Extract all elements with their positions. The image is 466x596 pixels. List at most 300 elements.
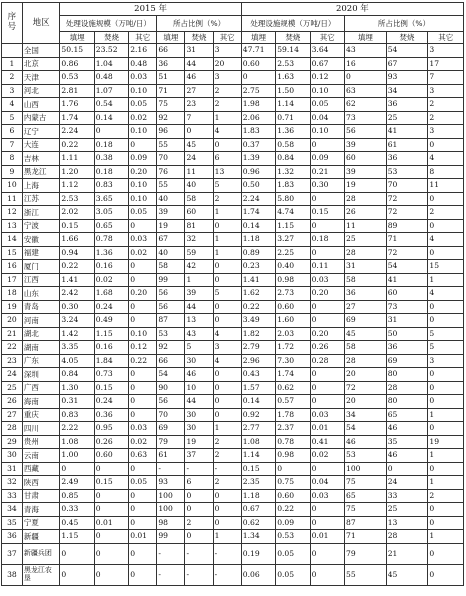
row-value-cell: 56 bbox=[157, 395, 185, 409]
row-value-cell: 1 bbox=[428, 273, 464, 287]
row-value-cell: 73 bbox=[345, 111, 387, 125]
row-value-cell: 1.14 bbox=[276, 98, 310, 112]
row-seq: 34 bbox=[2, 503, 23, 517]
row-value-cell: 0 bbox=[310, 314, 344, 328]
row-value-cell: 0.02 bbox=[129, 246, 157, 260]
table-row bbox=[2, 246, 464, 260]
row-value-cell: 0 bbox=[428, 395, 464, 409]
row-region: 内蒙古 bbox=[22, 111, 60, 125]
row-value-cell: 0.10 bbox=[310, 84, 344, 98]
row-value-cell: 0 bbox=[241, 71, 275, 85]
row-value-cell: 3.49 bbox=[241, 314, 275, 328]
row-seq: 13 bbox=[2, 219, 23, 233]
row-value-cell: 0.05 bbox=[129, 98, 157, 112]
row-value-cell: 0.09 bbox=[276, 516, 310, 530]
row-value-cell: 61 bbox=[386, 138, 428, 152]
row-value-cell: 54 bbox=[345, 422, 387, 436]
row-value-cell: 2.02 bbox=[60, 206, 94, 220]
row-value-cell: 2 bbox=[185, 516, 213, 530]
row-value-cell: 2.53 bbox=[276, 57, 310, 71]
row-value-cell: 0.19 bbox=[241, 543, 275, 564]
row-value-cell: 0.06 bbox=[241, 564, 275, 585]
row-value-cell: 72 bbox=[386, 246, 428, 260]
row-value-cell: 7.30 bbox=[276, 354, 310, 368]
row-value-cell: 1.12 bbox=[60, 179, 94, 193]
row-value-cell: 1.11 bbox=[60, 152, 94, 166]
row-value-cell: 0.05 bbox=[129, 476, 157, 490]
row-value-cell: 0.53 bbox=[276, 530, 310, 544]
row-seq: 11 bbox=[2, 192, 23, 206]
row-value-cell: 0.31 bbox=[60, 395, 94, 409]
row-value-cell: 3.65 bbox=[94, 192, 128, 206]
row-value-cell: 10 bbox=[185, 381, 213, 395]
row-value-cell: 0.62 bbox=[276, 381, 310, 395]
row-value-cell: 31 bbox=[386, 314, 428, 328]
row-value-cell: 2.24 bbox=[60, 125, 94, 139]
row-value-cell: 2.79 bbox=[241, 341, 275, 355]
row-value-cell: 37 bbox=[185, 449, 213, 463]
row-seq: 32 bbox=[2, 476, 23, 490]
row-value-cell: 1.32 bbox=[276, 165, 310, 179]
row-region: 安徽 bbox=[22, 233, 60, 247]
row-value-cell: 3.24 bbox=[60, 314, 94, 328]
row-value-cell: 96 bbox=[157, 125, 185, 139]
row-value-cell: 0 bbox=[310, 138, 344, 152]
row-value-cell: 56 bbox=[157, 287, 185, 301]
row-value-cell: 0 bbox=[428, 138, 464, 152]
row-value-cell: 19 bbox=[185, 435, 213, 449]
row-value-cell: 2.53 bbox=[60, 192, 94, 206]
row-value-cell: 24 bbox=[185, 152, 213, 166]
row-value-cell: 46 bbox=[185, 368, 213, 382]
row-value-cell: 0 bbox=[94, 489, 128, 503]
table-row bbox=[2, 327, 464, 341]
row-value-cell: 60 bbox=[185, 206, 213, 220]
row-region: 黑龙江农垦 bbox=[22, 564, 60, 585]
table-row bbox=[2, 341, 464, 355]
row-value-cell: 69 bbox=[157, 422, 185, 436]
row-value-cell: 46 bbox=[345, 435, 387, 449]
row-value-cell: 2.42 bbox=[60, 287, 94, 301]
row-value-cell: 1.30 bbox=[60, 381, 94, 395]
row-value-cell: 24 bbox=[386, 476, 428, 490]
row-value-cell: 3 bbox=[428, 354, 464, 368]
row-value-cell: 3.27 bbox=[276, 233, 310, 247]
row-seq: 37 bbox=[2, 543, 23, 564]
row-value-cell: 1.74 bbox=[60, 111, 94, 125]
row-value-cell: 39 bbox=[345, 165, 387, 179]
row-value-cell: 0.20 bbox=[310, 327, 344, 341]
row-value-cell: 43 bbox=[345, 44, 387, 58]
row-value-cell: 0 bbox=[310, 543, 344, 564]
row-value-cell: 0.15 bbox=[94, 476, 128, 490]
row-seq: 17 bbox=[2, 273, 23, 287]
row-value-cell: 11 bbox=[185, 165, 213, 179]
row-value-cell: 0.26 bbox=[310, 341, 344, 355]
row-region: 新疆兵团 bbox=[22, 543, 60, 564]
row-value-cell: 1.39 bbox=[241, 152, 275, 166]
table-row bbox=[2, 111, 464, 125]
row-value-cell: 2.35 bbox=[241, 476, 275, 490]
row-value-cell: 0 bbox=[310, 192, 344, 206]
row-value-cell: 0 bbox=[129, 314, 157, 328]
row-value-cell: 45 bbox=[185, 138, 213, 152]
row-value-cell: 1.82 bbox=[241, 327, 275, 341]
row-value-cell: 0 bbox=[60, 462, 94, 476]
row-seq: 12 bbox=[2, 206, 23, 220]
row-value-cell: 55 bbox=[157, 179, 185, 193]
row-value-cell: 28 bbox=[386, 381, 428, 395]
row-value-cell: 0 bbox=[94, 564, 128, 585]
row-region: 全国 bbox=[22, 44, 60, 58]
table-row bbox=[2, 138, 464, 152]
row-value-cell: - bbox=[213, 564, 241, 585]
table-row bbox=[2, 57, 464, 71]
row-value-cell: 0 bbox=[129, 462, 157, 476]
header-seq-label: 序 号 bbox=[7, 12, 17, 32]
row-value-cell: 0 bbox=[213, 503, 241, 517]
row-value-cell: 3 bbox=[428, 125, 464, 139]
row-value-cell: 0.09 bbox=[129, 152, 157, 166]
row-value-cell: 0 bbox=[213, 300, 241, 314]
row-value-cell: 0 bbox=[428, 192, 464, 206]
row-value-cell: 73 bbox=[386, 300, 428, 314]
row-value-cell: 33 bbox=[386, 489, 428, 503]
row-value-cell: 1.18 bbox=[241, 233, 275, 247]
row-value-cell: 69 bbox=[345, 314, 387, 328]
row-value-cell: 72 bbox=[345, 381, 387, 395]
row-value-cell: 2 bbox=[428, 111, 464, 125]
row-value-cell: 21 bbox=[386, 543, 428, 564]
row-seq: 8 bbox=[2, 152, 23, 166]
row-value-cell: 0.10 bbox=[129, 192, 157, 206]
row-seq: 22 bbox=[2, 341, 23, 355]
table-row bbox=[2, 125, 464, 139]
row-value-cell: 1.84 bbox=[94, 354, 128, 368]
row-value-cell: 55 bbox=[157, 138, 185, 152]
row-value-cell: 20 bbox=[213, 57, 241, 71]
row-region: 黑龙江 bbox=[22, 165, 60, 179]
subheader-cell: 焚烧 bbox=[276, 32, 310, 44]
row-value-cell: 5 bbox=[213, 179, 241, 193]
row-value-cell: 45 bbox=[386, 564, 428, 585]
row-value-cell: 0.84 bbox=[276, 152, 310, 166]
row-value-cell: 79 bbox=[157, 435, 185, 449]
row-value-cell: 1.72 bbox=[276, 341, 310, 355]
row-value-cell: 1.04 bbox=[94, 57, 128, 71]
row-value-cell: 40 bbox=[185, 179, 213, 193]
row-value-cell: 0.85 bbox=[60, 489, 94, 503]
row-value-cell: 100 bbox=[157, 503, 185, 517]
row-value-cell: 0.23 bbox=[241, 260, 275, 274]
row-value-cell: 0 bbox=[129, 516, 157, 530]
row-value-cell: 0 bbox=[129, 543, 157, 564]
row-value-cell: 0.37 bbox=[241, 138, 275, 152]
row-value-cell: 87 bbox=[345, 516, 387, 530]
row-region: 甘肃 bbox=[22, 489, 60, 503]
row-value-cell: 81 bbox=[185, 219, 213, 233]
row-value-cell: 50 bbox=[386, 327, 428, 341]
row-value-cell: 19 bbox=[345, 179, 387, 193]
row-value-cell: 0.36 bbox=[94, 408, 128, 422]
row-value-cell: 54 bbox=[157, 368, 185, 382]
row-value-cell: 0 bbox=[213, 260, 241, 274]
row-value-cell: 0.54 bbox=[94, 98, 128, 112]
row-value-cell: 0 bbox=[129, 273, 157, 287]
row-value-cell: 6 bbox=[213, 152, 241, 166]
row-value-cell: 2.96 bbox=[241, 354, 275, 368]
row-region: 重庆 bbox=[22, 408, 60, 422]
row-seq: 28 bbox=[2, 422, 23, 436]
row-value-cell: 0 bbox=[129, 260, 157, 274]
header-year-2015: 2015 年 bbox=[60, 3, 241, 16]
row-value-cell: 0 bbox=[213, 273, 241, 287]
header-region: 地区 bbox=[22, 3, 60, 44]
row-value-cell: 0 bbox=[310, 462, 344, 476]
row-value-cell: 0 bbox=[386, 462, 428, 476]
row-value-cell: 0 bbox=[310, 381, 344, 395]
row-value-cell: 32 bbox=[185, 233, 213, 247]
row-value-cell: 0.30 bbox=[60, 300, 94, 314]
row-value-cell: 36 bbox=[345, 287, 387, 301]
row-value-cell: 1.15 bbox=[94, 327, 128, 341]
row-value-cell: 1.68 bbox=[94, 287, 128, 301]
row-region: 广西 bbox=[22, 381, 60, 395]
row-value-cell: 0.03 bbox=[129, 71, 157, 85]
row-seq: 35 bbox=[2, 516, 23, 530]
row-value-cell: 89 bbox=[386, 219, 428, 233]
row-value-cell: 70 bbox=[157, 408, 185, 422]
row-value-cell: 1 bbox=[213, 233, 241, 247]
row-value-cell: 34 bbox=[386, 84, 428, 98]
row-value-cell: 2.16 bbox=[129, 44, 157, 58]
row-region: 四川 bbox=[22, 422, 60, 436]
row-region: 云南 bbox=[22, 449, 60, 463]
row-seq: 18 bbox=[2, 287, 23, 301]
row-value-cell: 80 bbox=[386, 368, 428, 382]
row-value-cell: 0 bbox=[310, 516, 344, 530]
row-value-cell: 0.02 bbox=[129, 111, 157, 125]
row-value-cell: 75 bbox=[345, 476, 387, 490]
row-value-cell: 0.05 bbox=[310, 98, 344, 112]
row-region: 大连 bbox=[22, 138, 60, 152]
row-value-cell: 56 bbox=[345, 125, 387, 139]
row-seq: 6 bbox=[2, 125, 23, 139]
row-value-cell: 17 bbox=[428, 57, 464, 71]
row-value-cell: 55 bbox=[345, 564, 387, 585]
row-value-cell: 0.05 bbox=[276, 564, 310, 585]
row-value-cell: 2.73 bbox=[276, 287, 310, 301]
row-value-cell: 0.71 bbox=[276, 111, 310, 125]
row-value-cell: 1.08 bbox=[241, 435, 275, 449]
row-region: 新疆 bbox=[22, 530, 60, 544]
row-value-cell: 69 bbox=[386, 354, 428, 368]
row-value-cell: 2.06 bbox=[241, 111, 275, 125]
subheader-cell: 其它 bbox=[428, 32, 464, 44]
row-value-cell: 0.73 bbox=[94, 368, 128, 382]
row-seq: 5 bbox=[2, 111, 23, 125]
row-region: 厦门 bbox=[22, 260, 60, 274]
row-value-cell: 7 bbox=[428, 71, 464, 85]
row-value-cell: 0 bbox=[310, 300, 344, 314]
row-value-cell: 0.12 bbox=[310, 71, 344, 85]
row-value-cell: 0.60 bbox=[276, 489, 310, 503]
row-value-cell: 0.78 bbox=[94, 233, 128, 247]
row-value-cell: 5 bbox=[185, 341, 213, 355]
row-value-cell: 0 bbox=[213, 395, 241, 409]
table-row bbox=[2, 381, 464, 395]
table-row bbox=[2, 273, 464, 287]
row-value-cell: 2 bbox=[213, 84, 241, 98]
subheader-cell: 焚烧 bbox=[94, 32, 128, 44]
table-body bbox=[2, 44, 464, 586]
row-value-cell: 0.09 bbox=[310, 152, 344, 166]
row-value-cell: 0 bbox=[428, 314, 464, 328]
row-value-cell: 44 bbox=[185, 57, 213, 71]
row-value-cell: 0 bbox=[428, 381, 464, 395]
row-value-cell: 4.05 bbox=[60, 354, 94, 368]
row-seq: 25 bbox=[2, 381, 23, 395]
row-value-cell: 0.83 bbox=[60, 408, 94, 422]
row-value-cell: 0.10 bbox=[129, 84, 157, 98]
row-value-cell: 0.12 bbox=[129, 341, 157, 355]
row-value-cell: 0.78 bbox=[276, 435, 310, 449]
subheader-row bbox=[2, 32, 464, 44]
row-region: 吉林 bbox=[22, 152, 60, 166]
table-row bbox=[2, 233, 464, 247]
table-row bbox=[2, 84, 464, 98]
row-seq: 19 bbox=[2, 300, 23, 314]
row-value-cell: 3 bbox=[213, 71, 241, 85]
row-value-cell: 4 bbox=[213, 354, 241, 368]
row-value-cell: 0.10 bbox=[129, 179, 157, 193]
row-seq: 29 bbox=[2, 435, 23, 449]
row-value-cell: 2.37 bbox=[276, 422, 310, 436]
row-value-cell: 1.83 bbox=[241, 125, 275, 139]
row-value-cell: 0 bbox=[310, 503, 344, 517]
table-row bbox=[2, 71, 464, 85]
row-value-cell: 2.03 bbox=[276, 327, 310, 341]
row-value-cell: 0.40 bbox=[276, 260, 310, 274]
row-seq: 2 bbox=[2, 71, 23, 85]
table-row bbox=[2, 564, 464, 585]
row-region: 江西 bbox=[22, 273, 60, 287]
table-row bbox=[2, 192, 464, 206]
row-seq: 27 bbox=[2, 408, 23, 422]
row-value-cell: 0 bbox=[213, 408, 241, 422]
row-value-cell: 40 bbox=[157, 246, 185, 260]
header-capacity-2020: 处理设施规模（万吨/日） bbox=[241, 16, 344, 32]
row-region: 辽宁 bbox=[22, 125, 60, 139]
row-value-cell: 0.15 bbox=[241, 462, 275, 476]
header-ratio-2020: 所占比例（%） bbox=[345, 16, 464, 32]
row-value-cell: 75 bbox=[157, 98, 185, 112]
row-value-cell: 67 bbox=[386, 57, 428, 71]
row-value-cell: 100 bbox=[157, 489, 185, 503]
row-region: 陕西 bbox=[22, 476, 60, 490]
row-region: 湖北 bbox=[22, 327, 60, 341]
row-value-cell: 4.74 bbox=[276, 206, 310, 220]
row-value-cell: 0 bbox=[310, 219, 344, 233]
row-value-cell: 0 bbox=[60, 564, 94, 585]
row-value-cell: 0.60 bbox=[94, 449, 128, 463]
row-value-cell: 30 bbox=[185, 422, 213, 436]
row-value-cell: 2 bbox=[213, 98, 241, 112]
row-value-cell: 1.62 bbox=[241, 287, 275, 301]
row-value-cell: 2.24 bbox=[241, 192, 275, 206]
row-value-cell: - bbox=[213, 462, 241, 476]
row-value-cell: 26 bbox=[345, 206, 387, 220]
row-value-cell: 7 bbox=[185, 111, 213, 125]
row-value-cell: 0 bbox=[94, 462, 128, 476]
row-value-cell: 0.20 bbox=[310, 287, 344, 301]
row-value-cell: 0 bbox=[428, 543, 464, 564]
row-value-cell: 5 bbox=[428, 327, 464, 341]
row-value-cell: 0.98 bbox=[276, 273, 310, 287]
header-seq bbox=[2, 3, 23, 44]
row-value-cell: 0 bbox=[185, 530, 213, 544]
row-value-cell: 60 bbox=[386, 287, 428, 301]
row-value-cell: 0.15 bbox=[94, 381, 128, 395]
table-row bbox=[2, 408, 464, 422]
table-row bbox=[2, 422, 464, 436]
row-value-cell: 28 bbox=[386, 530, 428, 544]
row-value-cell: 25 bbox=[386, 503, 428, 517]
row-value-cell: 42 bbox=[185, 260, 213, 274]
row-seq: 21 bbox=[2, 327, 23, 341]
row-value-cell: 46 bbox=[386, 422, 428, 436]
row-region: 贵州 bbox=[22, 435, 60, 449]
table-row bbox=[2, 300, 464, 314]
row-value-cell: 0.60 bbox=[241, 57, 275, 71]
row-value-cell: 0 bbox=[129, 395, 157, 409]
row-value-cell: 1.34 bbox=[241, 530, 275, 544]
row-value-cell: 0.05 bbox=[129, 206, 157, 220]
row-value-cell: 0.24 bbox=[94, 300, 128, 314]
subheader-cell: 焚烧 bbox=[386, 32, 428, 44]
table-row bbox=[2, 179, 464, 193]
row-value-cell: 1.15 bbox=[276, 219, 310, 233]
row-value-cell: 23 bbox=[185, 98, 213, 112]
row-value-cell: 0.01 bbox=[310, 422, 344, 436]
row-region: 浙江 bbox=[22, 206, 60, 220]
row-value-cell: 31 bbox=[185, 44, 213, 58]
row-value-cell: 0.38 bbox=[94, 152, 128, 166]
row-value-cell: 13 bbox=[185, 314, 213, 328]
row-value-cell: 44 bbox=[185, 300, 213, 314]
row-seq: 14 bbox=[2, 233, 23, 247]
row-region: 上海 bbox=[22, 179, 60, 193]
row-value-cell: 6 bbox=[185, 476, 213, 490]
row-value-cell: 71 bbox=[157, 84, 185, 98]
row-value-cell: 23.52 bbox=[94, 44, 128, 58]
row-seq: 36 bbox=[2, 530, 23, 544]
row-seq: 7 bbox=[2, 138, 23, 152]
row-value-cell: 15 bbox=[428, 260, 464, 274]
row-value-cell: 0 bbox=[129, 503, 157, 517]
row-value-cell: 0 bbox=[213, 138, 241, 152]
row-value-cell: 0 bbox=[428, 462, 464, 476]
row-value-cell: 1 bbox=[213, 111, 241, 125]
row-value-cell: 0.14 bbox=[241, 219, 275, 233]
row-value-cell: 0.41 bbox=[310, 435, 344, 449]
row-value-cell: 3 bbox=[213, 341, 241, 355]
row-value-cell: 28 bbox=[345, 354, 387, 368]
row-value-cell: 46 bbox=[185, 71, 213, 85]
row-value-cell: 0.18 bbox=[310, 233, 344, 247]
row-value-cell: 1 bbox=[213, 206, 241, 220]
row-value-cell: 0.16 bbox=[94, 341, 128, 355]
